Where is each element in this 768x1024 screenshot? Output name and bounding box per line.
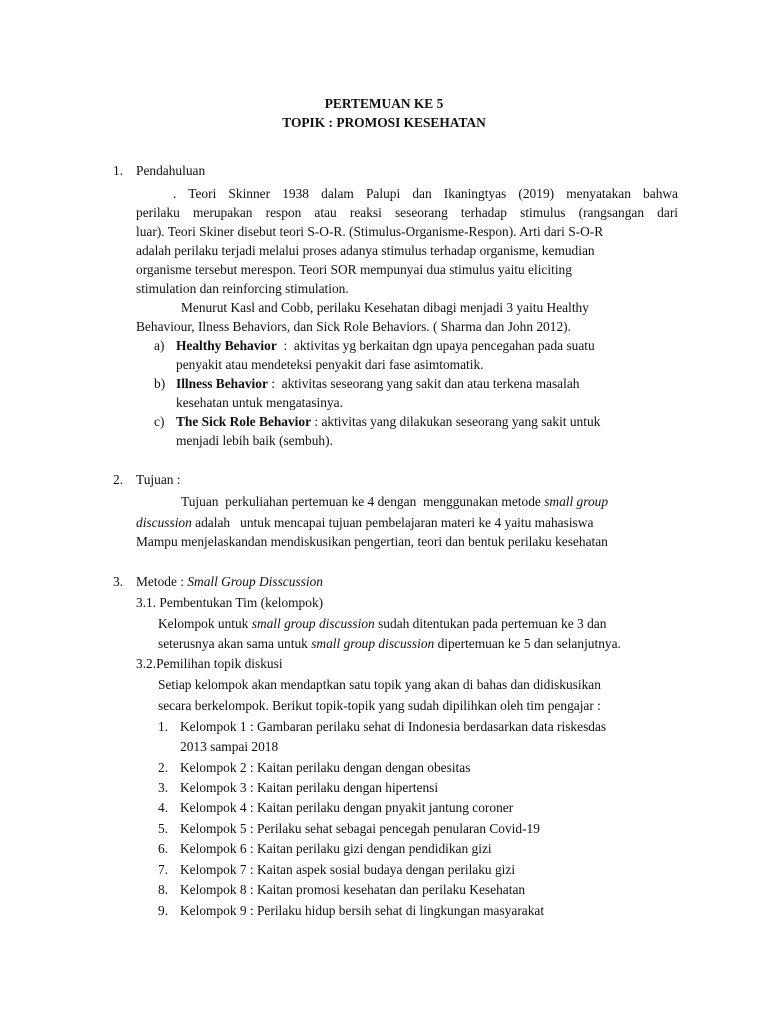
subsection-3-1-title: 3.1. Pembentukan Tim (kelompok) (136, 595, 324, 610)
paragraph-line: adalah perilaku terjadi melalui proses adanya stimulus terhadap organisme, kemudian (136, 243, 595, 258)
paragraph-line (136, 513, 593, 533)
section-2-heading: Tujuan : (136, 472, 181, 487)
group-item: Kelompok 3 : Kaitan perilaku dengan hipertensi (180, 780, 439, 795)
section-2-number: 2. (113, 472, 124, 487)
group-item: Kelompok 1 : Gambaran perilaku sehat di Indonesia berdasarkan data riskesdas (180, 719, 607, 734)
term-definition: aktivitas seseorang yang sakit dan atau terkena masalah (281, 376, 580, 391)
term-separator: : (311, 414, 322, 429)
list-item (176, 374, 580, 394)
group-item-continuation: 2013 sampai 2018 (180, 739, 279, 754)
group-item: Kelompok 2 : Kaitan perilaku dengan dengan obesitas (180, 760, 471, 775)
term-separator: : (276, 338, 294, 353)
list-item-continuation: penyakit atau mendeteksi penyakit dari fase asimtomatik. (176, 357, 484, 372)
section-3-number: 3. (113, 574, 124, 589)
section-1-heading: Pendahuluan (136, 163, 206, 178)
group-item: Kelompok 6 : Kaitan perilaku gizi dengan pendidikan gizi (180, 841, 492, 856)
group-number: 3. (158, 780, 169, 795)
group-number: 8. (158, 882, 169, 897)
italic-term: Small Group Disscussion (187, 574, 323, 589)
group-number: 1. (158, 719, 169, 734)
term-sick-role-behavior: The Sick Role Behavior (176, 414, 312, 429)
italic-term: discussion (136, 515, 192, 530)
paragraph-line: luar). Teori Skiner disebut teori S-O-R. (Stimulus-Organisme-Respon). Arti dari S-O-R (136, 224, 604, 239)
text-run: sudah ditentukan pada pertemuan ke 3 dan (374, 616, 607, 631)
italic-term: small group discussion (311, 636, 435, 651)
text-run: Tujuan perkuliahan pertemuan ke 4 dengan menggunakan metode (181, 494, 545, 509)
list-marker: c) (154, 414, 165, 429)
paragraph-line: . Teori Skinner 1938 dalam Palupi dan Ikaningtyas (2019) menyatakan bahwa (173, 186, 678, 201)
group-number: 7. (158, 862, 169, 877)
paragraph-line: Behaviour, Ilness Behaviors, dan Sick Role Behaviors. ( Sharma dan John 2012). (136, 319, 571, 334)
group-item: Kelompok 9 : Perilaku hidup bersih sehat di lingkungan masyarakat (180, 903, 545, 918)
paragraph-line: perilaku merupakan respon atau reaksi seseorang terhadap stimulus (rangsangan dari (136, 205, 678, 220)
list-item (176, 412, 600, 432)
term-illness-behavior: Illness Behavior (176, 376, 268, 391)
list-marker: b) (154, 376, 166, 391)
paragraph-line: secara berkelompok. Berikut topik-topik yang sudah dipilihkan oleh tim pengajar : (158, 698, 601, 713)
paragraph-line: Menurut Kasl and Cobb, perilaku Kesehatan dibagi menjadi 3 yaitu Healthy (181, 300, 589, 315)
paragraph-line (181, 492, 608, 512)
paragraph-line (158, 614, 606, 634)
document-topic: TOPIK : PROMOSI KESEHATAN (282, 115, 486, 130)
paragraph-line (158, 634, 621, 654)
document-title: PERTEMUAN KE 5 (324, 96, 444, 111)
text-run: Kelompok untuk (158, 616, 252, 631)
text-run: adalah untuk mencapai tujuan pembelajaran materi ke 4 yaitu mahasiswa (191, 515, 594, 530)
term-separator: : (267, 376, 282, 391)
group-item: Kelompok 8 : Kaitan promosi kesehatan dan perilaku Kesehatan (180, 882, 526, 897)
group-number: 4. (158, 800, 169, 815)
paragraph-line: stimulation dan reinforcing stimulation. (136, 281, 349, 296)
section-1-number: 1. (113, 163, 124, 178)
subsection-3-2-title: 3.2.Pemilihan topik diskusi (136, 656, 283, 671)
list-item (176, 336, 595, 356)
group-number: 5. (158, 821, 169, 836)
term-healthy-behavior: Healthy Behavior (176, 338, 277, 353)
term-definition: aktivitas yang dilakukan seseorang yang sakit untuk (321, 414, 601, 429)
term-definition: aktivitas yg berkaitan dgn upaya pencegahan pada suatu (293, 338, 595, 353)
group-item: Kelompok 4 : Kaitan perilaku dengan pnyakit jantung coroner (180, 800, 514, 815)
group-item: Kelompok 5 : Perilaku sehat sebagai pencegah penularan Covid-19 (180, 821, 540, 836)
list-item-continuation: menjadi lebih baik (sembuh). (176, 433, 333, 448)
section-3-heading (136, 572, 323, 592)
paragraph-line: organisme tersebut merespon. Teori SOR mempunyai dua stimulus yaitu eliciting (136, 262, 572, 277)
text-run: seterusnya akan sama untuk (158, 636, 312, 651)
italic-term: small group (544, 494, 609, 509)
group-number: 6. (158, 841, 169, 856)
group-number: 2. (158, 760, 169, 775)
list-item-continuation: kesehatan untuk mengatasinya. (176, 395, 343, 410)
text-run: Metode : (136, 574, 188, 589)
paragraph-line: Mampu menjelaskandan mendiskusikan pengertian, teori dan bentuk perilaku kesehatan (136, 534, 608, 549)
group-number: 9. (158, 903, 169, 918)
text-run: dipertemuan ke 5 dan selanjutnya. (434, 636, 621, 651)
italic-term: small group discussion (251, 616, 375, 631)
paragraph-line: Setiap kelompok akan mendaptkan satu topik yang akan di bahas dan didiskusikan (158, 677, 601, 692)
group-item: Kelompok 7 : Kaitan aspek sosial budaya dengan perilaku gizi (180, 862, 516, 877)
list-marker: a) (154, 338, 165, 353)
